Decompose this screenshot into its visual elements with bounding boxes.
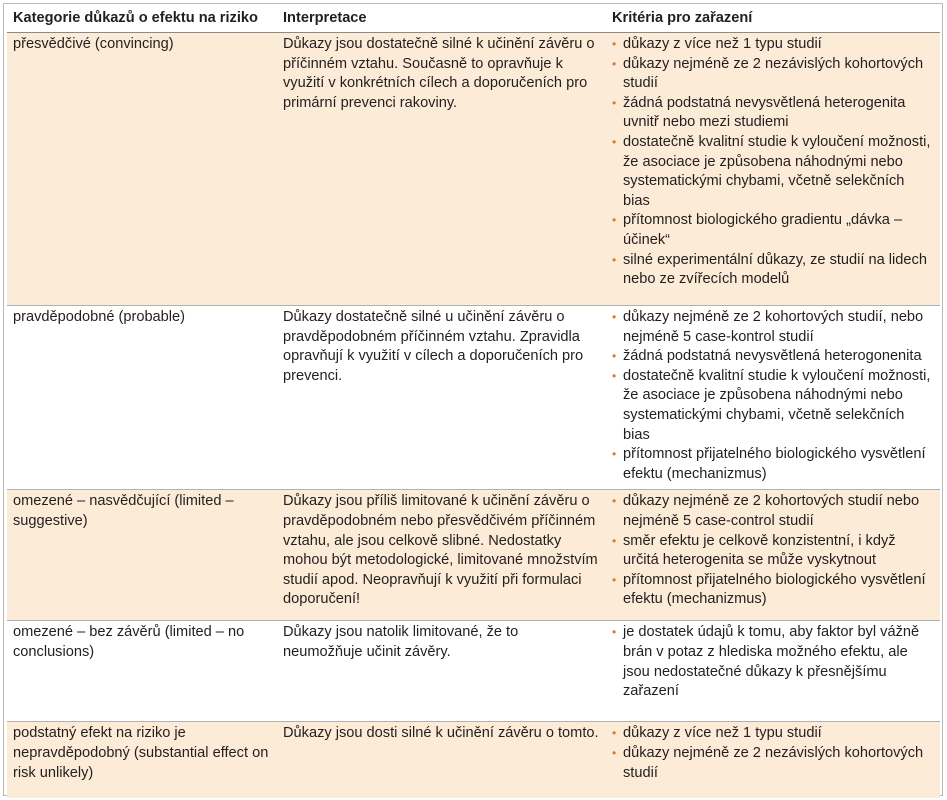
criteria-item: • přítomnost přijatelného biologického vysvětlení efektu (mechanizmus) — [612, 571, 934, 610]
criteria-cell — [606, 306, 940, 490]
interpretation-cell: Důkazy jsou natolik limitované, že to neumožňuje učinit závěry. — [277, 621, 606, 722]
table-row — [7, 621, 940, 722]
category-cell: podstatný efekt na riziko je nepravděpodobný (substantial effect on risk unlikely) — [7, 722, 277, 799]
criteria-cell — [606, 33, 940, 306]
criteria-list — [612, 623, 934, 701]
criteria-list — [612, 308, 934, 484]
criteria-item: • důkazy nejméně ze 2 nezávislých kohortových studií — [612, 55, 934, 94]
criteria-item: • přítomnost biologického gradientu „dávka – účinek“ — [612, 211, 934, 250]
criteria-list — [612, 35, 934, 290]
criteria-item: • důkazy nejméně ze 2 kohortových studií nebo nejméně 5 case-control studií — [612, 492, 934, 531]
criteria-item: • silné experimentální důkazy, ze studií na lidech nebo ze zvířecích modelů — [612, 251, 934, 290]
criteria-item: • důkazy z více než 1 typu studií — [612, 35, 934, 55]
criteria-item: • žádná podstatná nevysvětlená heterogonenita — [612, 347, 934, 367]
criteria-item: • důkazy z více než 1 typu studií — [612, 724, 934, 744]
category-cell: přesvědčivé (convincing) — [7, 33, 277, 306]
interpretation-cell: Důkazy dostatečně silné u učinění závěru o pravděpodobném příčinném vztahu. Zpravidla opravňují k využití v cílech a doporučeních pro prevenci. — [277, 306, 606, 490]
header-criteria: Kritéria pro zařazení — [606, 5, 940, 33]
criteria-item: • dostatečně kvalitní studie k vyloučení možnosti, že asociace je způsobena náhodnými nebo systematickými chybami, včetně selekčních bias — [612, 133, 934, 211]
table-row — [7, 490, 940, 621]
criteria-item: • přítomnost přijatelného biologického vysvětlení efektu (mechanizmus) — [612, 445, 934, 484]
criteria-item: • dostatečně kvalitní studie k vyloučení možnosti, že asociace je způsobena náhodnými nebo systematickými chybami, včetně selekčních bias — [612, 367, 934, 445]
criteria-list — [612, 492, 934, 610]
evidence-table — [7, 5, 940, 798]
criteria-item: • důkazy nejméně ze 2 nezávislých kohortových studií — [612, 744, 934, 783]
category-cell: pravděpodobné (probable) — [7, 306, 277, 490]
criteria-item: • je dostatek údajů k tomu, aby faktor byl vážně brán v potaz z hlediska možného efektu, ale jsou nedostatečné důkazy k přesnějšímu zařazení — [612, 623, 934, 701]
header-category: Kategorie důkazů o efektu na riziko — [7, 5, 277, 33]
category-cell: omezené – nasvědčující (limited – suggestive) — [7, 490, 277, 621]
table-row — [7, 306, 940, 490]
criteria-list — [612, 724, 934, 783]
table-row — [7, 722, 940, 799]
interpretation-cell: Důkazy jsou dosti silné k učinění závěru o tomto. — [277, 722, 606, 799]
criteria-item: • důkazy nejméně ze 2 kohortových studií, nebo nejméně 5 case-kontrol studií — [612, 308, 934, 347]
table-row — [7, 33, 940, 306]
header-interpretation: Interpretace — [277, 5, 606, 33]
criteria-item: • žádná podstatná nevysvětlená heterogenita uvnitř nebo mezi studiemi — [612, 94, 934, 133]
criteria-cell — [606, 490, 940, 621]
criteria-cell — [606, 621, 940, 722]
criteria-cell — [606, 722, 940, 799]
category-cell: omezené – bez závěrů (limited – no conclusions) — [7, 621, 277, 722]
header-row — [7, 5, 940, 33]
interpretation-cell: Důkazy jsou příliš limitované k učinění závěru o pravděpodobném nebo přesvědčivém příčinném vztahu, ale jsou celkově slibné. Nedostatky mohou být metodologické, limitované množstvím studií apod. Neopravňují k využití při formulaci doporučení! — [277, 490, 606, 621]
interpretation-cell: Důkazy jsou dostatečně silné k učinění závěru o příčinném vztahu. Současně to opravňuje k využití v konkrétních cílech a doporučeních pro primární prevenci rakoviny. — [277, 33, 606, 306]
criteria-item: • směr efektu je celkově konzistentní, i když určitá heterogenita se může vyskytnout — [612, 532, 934, 571]
